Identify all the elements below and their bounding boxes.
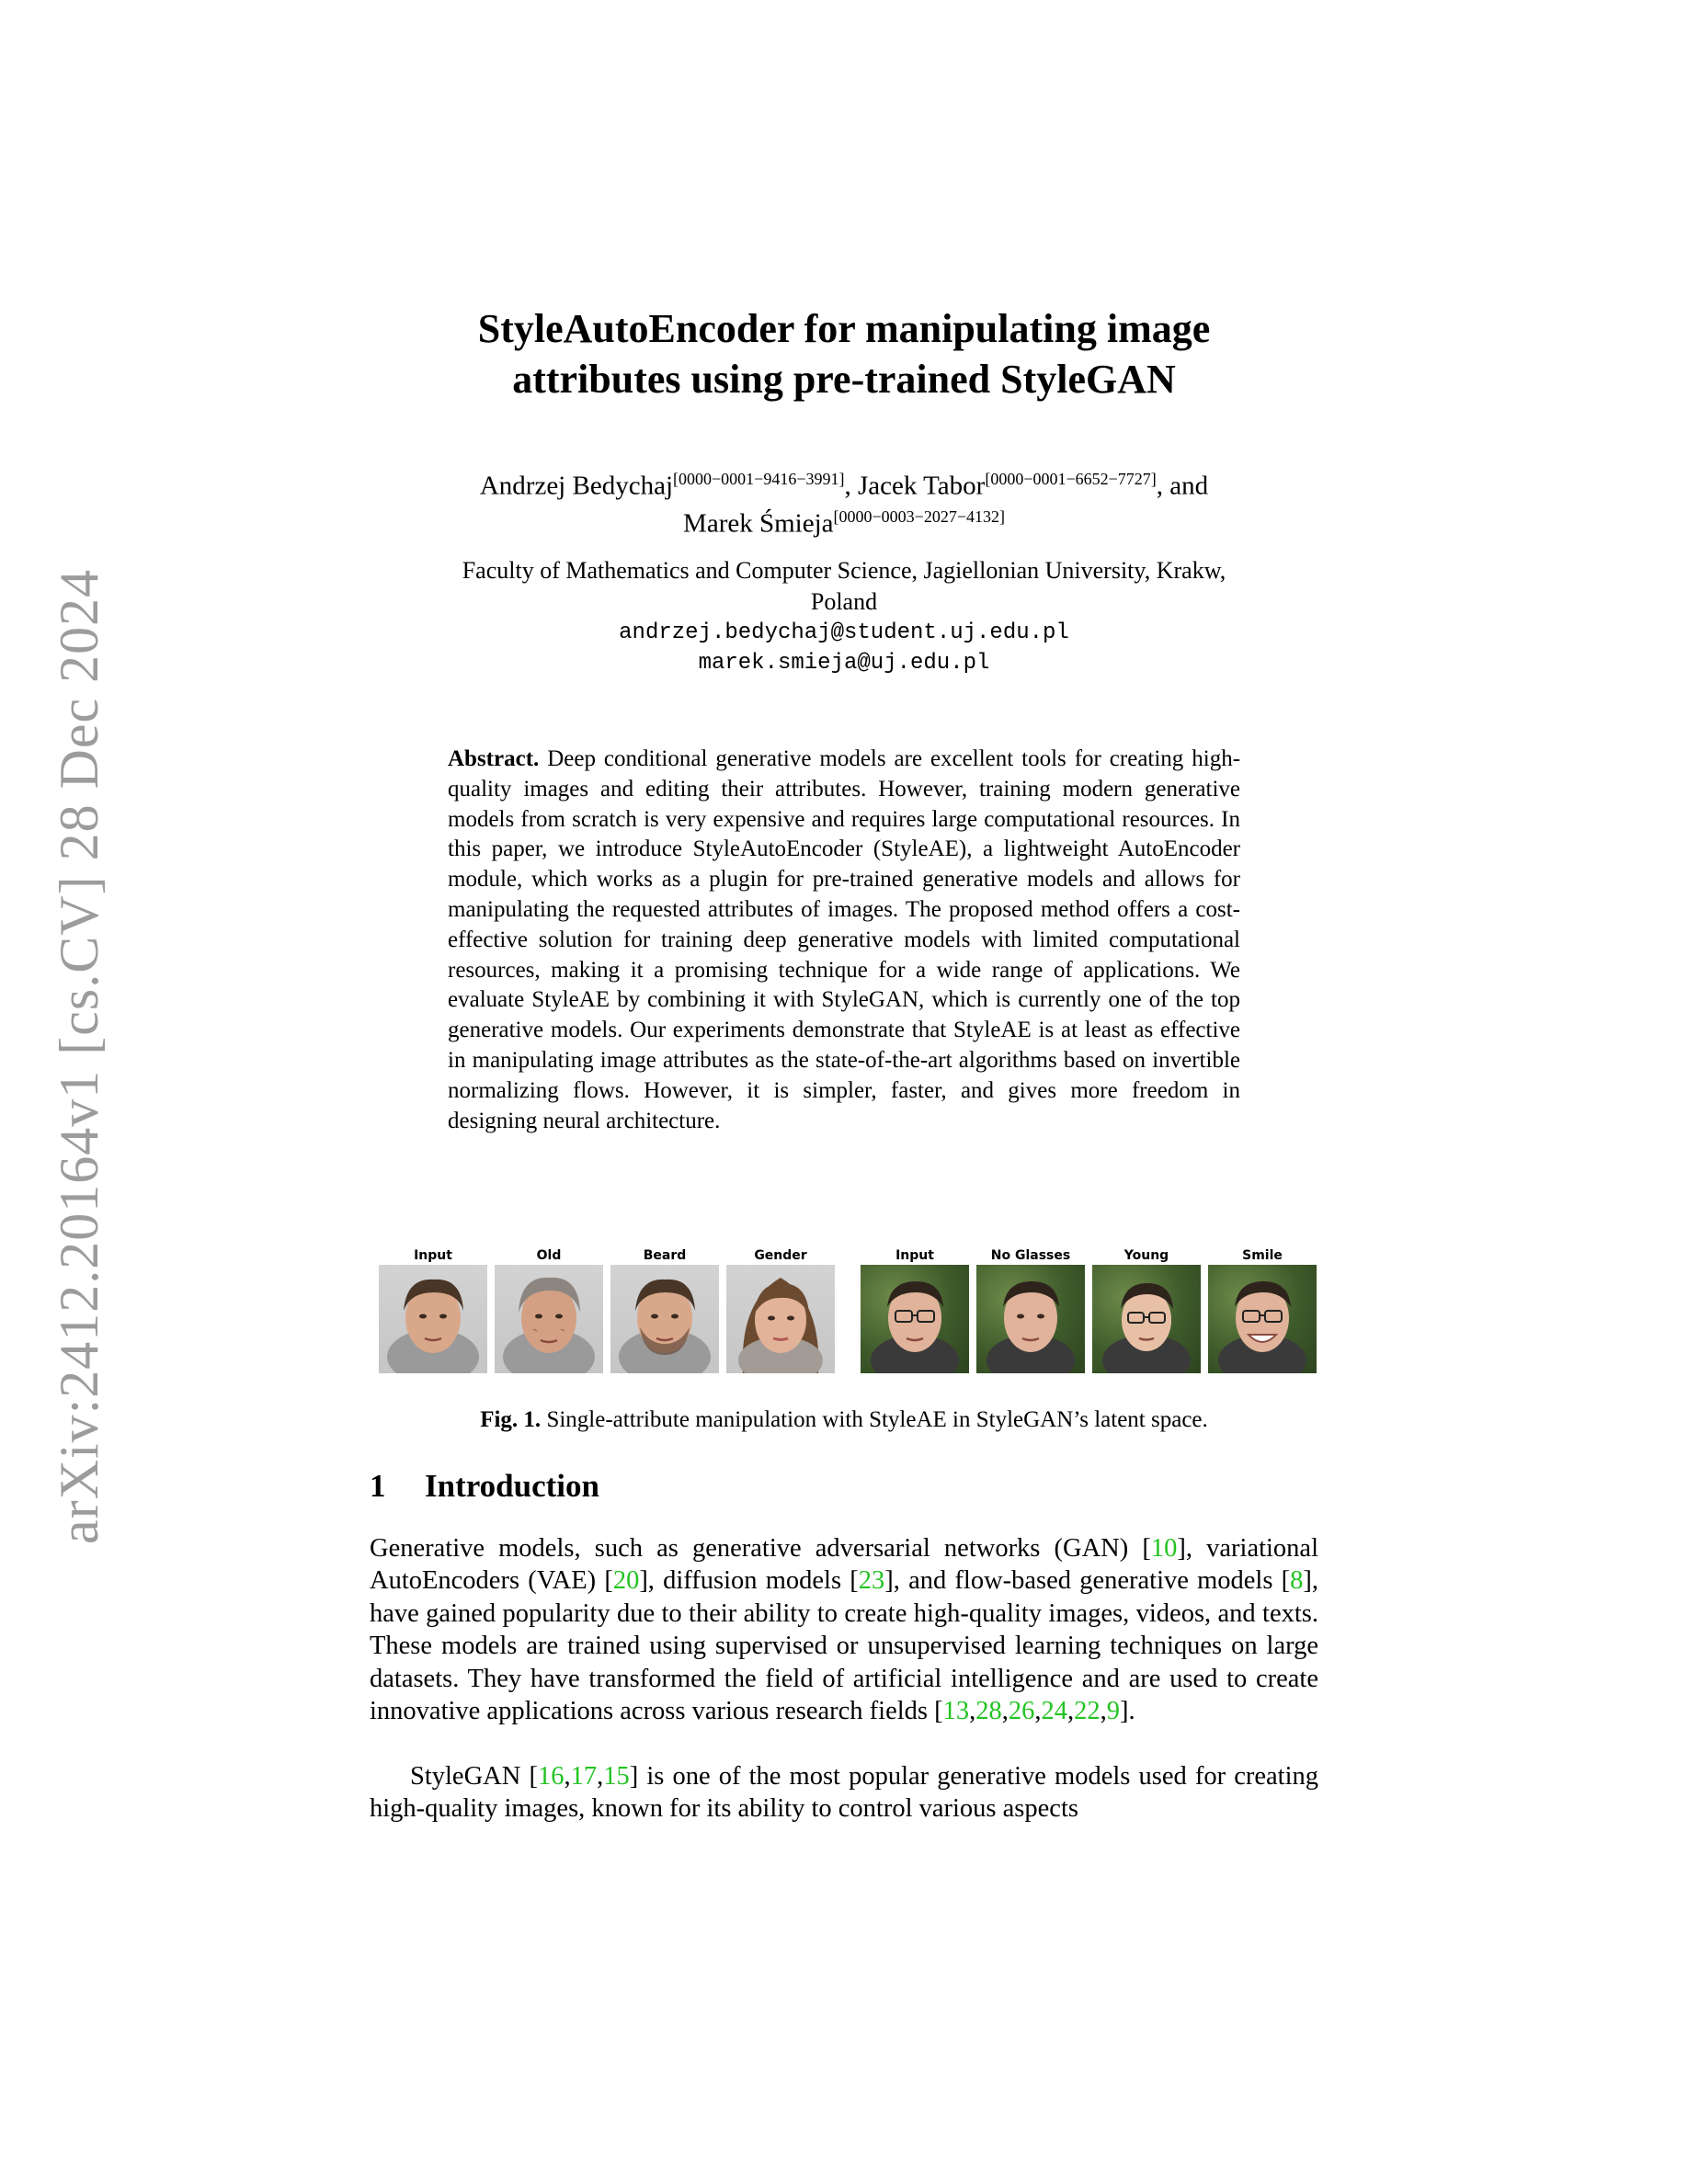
figure-label-gender: Gender (754, 1248, 807, 1263)
citation-link[interactable]: 20 (612, 1566, 640, 1596)
text-run: ], diffusion models [ (639, 1566, 859, 1596)
figure-column (610, 1246, 719, 1373)
text-run: , (564, 1762, 571, 1791)
title-line-2: attributes using pre-trained StyleGAN (512, 357, 1176, 402)
figure-column (1092, 1246, 1201, 1373)
arxiv-stamp: arXiv:2412.20164v1 [cs.CV] 28 Dec 2024 (49, 568, 109, 1544)
affiliation-line-2: Poland (810, 588, 878, 615)
citation-link[interactable]: 17 (570, 1762, 598, 1791)
text-run: ], and flow-based generative models [ (884, 1566, 1291, 1596)
text-run: ], variational AutoEncoders (VAE) [ (370, 1534, 1319, 1596)
citation-link[interactable]: 9 (1106, 1697, 1120, 1726)
figure-label-young: Young (1123, 1248, 1169, 1263)
text-run: ] is one of the most popular generative models used for creating high-quality images, known for its ability to control various aspects (370, 1762, 1318, 1824)
title-line-1: StyleAutoEncoder for manipulating image (477, 306, 1211, 351)
author-list (349, 464, 1339, 539)
affiliation (368, 555, 1320, 678)
face-image (495, 1265, 603, 1373)
author-3: Marek Śmieja (683, 508, 834, 539)
citation-link[interactable]: 23 (858, 1566, 885, 1596)
figure-1 (379, 1246, 1317, 1381)
author-1: Andrzej Bedychaj (479, 471, 674, 501)
figure-caption-label: Fig. 1. (480, 1407, 542, 1432)
figure-column (861, 1246, 969, 1373)
citation-link[interactable]: 8 (1290, 1566, 1304, 1596)
abstract-label: Abstract. (448, 746, 540, 771)
figure-column (726, 1246, 835, 1373)
text-run: , (1001, 1697, 1009, 1726)
citation-link[interactable]: 28 (975, 1697, 1002, 1726)
face-image (1208, 1265, 1317, 1373)
figure-column (1208, 1246, 1317, 1373)
figure-label-input-right: Input (895, 1248, 934, 1263)
face-image (610, 1265, 719, 1373)
text-run: StyleGAN [ (410, 1762, 538, 1791)
figure-label-no-glasses: No Glasses (990, 1248, 1071, 1263)
affiliation-line-1: Faculty of Mathematics and Computer Science, Jagiellonian University, Krakw, (462, 557, 1226, 584)
citation-link[interactable]: 10 (1150, 1534, 1178, 1563)
author-2: , Jacek Tabor (844, 471, 986, 501)
author-1-orcid: [0000−0001−9416−3991] (673, 470, 845, 488)
figure-caption-text: Single-attribute manipulation with StyleAE in StyleGAN’s latent space. (546, 1407, 1208, 1432)
citation-link[interactable]: 16 (537, 1762, 565, 1791)
citation-link[interactable]: 13 (942, 1697, 970, 1726)
text-run: , (1067, 1697, 1075, 1726)
author-2-orcid: [0000−0001−6652−7727] (985, 470, 1157, 488)
figure-label-old: Old (536, 1248, 562, 1263)
section-number: 1 (370, 1468, 386, 1504)
author-3-orcid: [0000−0003−2027−4132] (833, 506, 1005, 526)
face-image (976, 1265, 1085, 1373)
citation-link[interactable]: 15 (603, 1762, 630, 1791)
text-run: , (969, 1697, 976, 1726)
paper-title (368, 303, 1320, 404)
author-separator: , and (1156, 471, 1209, 501)
email-1[interactable]: andrzej.bedychaj@student.uj.edu.pl (619, 620, 1069, 645)
text-run: ]. (1120, 1697, 1135, 1726)
figure-label-beard: Beard (643, 1248, 687, 1263)
citation-link[interactable]: 26 (1008, 1697, 1035, 1726)
figure-label-input-left: Input (414, 1248, 452, 1263)
text-run: , (1034, 1697, 1042, 1726)
section-title: Introduction (425, 1468, 599, 1504)
citation-link[interactable]: 22 (1074, 1697, 1101, 1726)
face-image (726, 1265, 835, 1373)
figure-column (495, 1246, 603, 1373)
paragraph-2 (370, 1760, 1318, 1826)
face-image (861, 1265, 969, 1373)
paragraph-1 (370, 1532, 1318, 1727)
text-run: ], have gained popularity due to their ability to create high-quality images, videos, and texts. These models are trained using supervised or unsupervised learning techniques on large datasets. They have transformed the field of artificial intelligence and are used to create innovative applications across various research fields [ (370, 1566, 1318, 1726)
abstract-text: Deep conditional generative models are excellent tools for creating high-quality images and editing their attributes. However, training modern generative models from scratch is very expensive and requires large computational resources. In this paper, we introduce StyleAutoEncoder (StyleAE), a lightweight AutoEncoder module, which works as a plugin for pre-trained generative models and allows for manipulating the requested attributes of images. The proposed method offers a cost-effective solution for training deep generative models with limited computational resources, making it a promising technique for a wide range of applications. We evaluate StyleAE by combining it with StyleGAN, which is currently one of the top generative models. Our experiments demonstrate that StyleAE is at least as effective in manipulating image attributes as the state-of-the-art algorithms based on invertible normalizing flows. However, it is simpler, faster, and gives more freedom in designing neural architecture. (448, 746, 1241, 1133)
face-image (1092, 1265, 1201, 1373)
abstract (448, 745, 1240, 1136)
figure-caption (368, 1405, 1320, 1435)
text-run: , (597, 1762, 604, 1791)
section-heading (370, 1467, 599, 1506)
face-image (379, 1265, 487, 1373)
text-run: , (1100, 1697, 1107, 1726)
figure-label-smile: Smile (1242, 1248, 1283, 1263)
citation-link[interactable]: 24 (1041, 1697, 1067, 1726)
email-2[interactable]: marek.smieja@uj.edu.pl (698, 651, 990, 676)
figure-column (379, 1246, 487, 1373)
figure-column (976, 1246, 1085, 1373)
text-run: Generative models, such as generative adversarial networks (GAN) [ (370, 1534, 1151, 1563)
